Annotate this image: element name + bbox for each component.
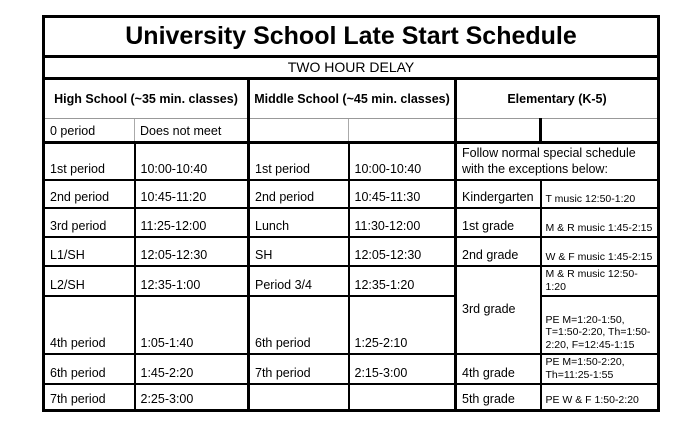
elem-grade-cell: 4th grade: [456, 354, 541, 384]
elem-empty-cell: [541, 119, 659, 143]
middle-school-header: Middle School (~45 min. classes): [249, 79, 456, 119]
hs-time-cell: 1:45-2:20: [135, 354, 249, 384]
late-start-schedule-table: [42, 15, 660, 412]
ms-period-cell: 2nd period: [249, 180, 349, 208]
elem-detail-cell: M & R music 1:45-2:15: [541, 208, 659, 237]
hs-period-cell: 4th period: [44, 296, 135, 354]
elem-detail-cell: W & F music 1:45-2:15: [541, 237, 659, 266]
hs-time-cell: 10:45-11:20: [135, 180, 249, 208]
schedule-row-l2-sh: [44, 266, 659, 296]
elem-grade-cell: 3rd grade: [456, 266, 541, 354]
title-row: [44, 17, 659, 57]
ms-period-cell: [249, 119, 349, 143]
hs-period-cell: 7th period: [44, 384, 135, 410]
schedule-row-l1-sh: [44, 237, 659, 266]
elementary-header: Elementary (K-5): [456, 79, 659, 119]
hs-time-cell: 12:35-1:00: [135, 266, 249, 296]
ms-time-cell: [349, 119, 456, 143]
elem-detail-cell: PE M=1:20-1:50, T=1:50-2:20, Th=1:50-2:20, F=12:45-1:15: [541, 296, 659, 354]
ms-time-cell: 1:25-2:10: [349, 296, 456, 354]
schedule-row-7th-period: [44, 384, 659, 410]
hs-time-cell: 12:05-12:30: [135, 237, 249, 266]
hs-period-cell: 2nd period: [44, 180, 135, 208]
ms-period-cell: 6th period: [249, 296, 349, 354]
hs-period-cell: 6th period: [44, 354, 135, 384]
ms-period-cell: 7th period: [249, 354, 349, 384]
ms-period-cell: SH: [249, 237, 349, 266]
subtitle-row: [44, 57, 659, 79]
elem-grade-cell: 2nd grade: [456, 237, 541, 266]
hs-time-cell: 11:25-12:00: [135, 208, 249, 237]
hs-period-cell: L2/SH: [44, 266, 135, 296]
elem-detail-cell: T music 12:50-1:20: [541, 180, 659, 208]
hs-period-cell: L1/SH: [44, 237, 135, 266]
page-title: University School Late Start Schedule: [44, 17, 659, 57]
hs-period-cell: 0 period: [44, 119, 135, 143]
ms-time-cell: 11:30-12:00: [349, 208, 456, 237]
schedule-row-1st-period: [44, 143, 659, 181]
hs-time-cell: Does not meet: [135, 119, 249, 143]
elem-detail-cell: M & R music 12:50-1:20: [541, 266, 659, 296]
schedule-row-2nd-period: [44, 180, 659, 208]
elem-detail-cell: PE M=1:50-2:20, Th=11:25-1:55: [541, 354, 659, 384]
section-header-row: [44, 79, 659, 119]
ms-period-cell: [249, 384, 349, 410]
hs-time-cell: 10:00-10:40: [135, 143, 249, 181]
ms-time-cell: 10:45-11:30: [349, 180, 456, 208]
delay-subtitle: TWO HOUR DELAY: [44, 57, 659, 79]
ms-time-cell: 2:15-3:00: [349, 354, 456, 384]
high-school-header: High School (~35 min. classes): [44, 79, 249, 119]
schedule-row-6th-period: [44, 354, 659, 384]
ms-time-cell: [349, 384, 456, 410]
elementary-note: Follow normal special schedule with the exceptions below:: [456, 143, 659, 181]
elem-grade-cell: Kindergarten: [456, 180, 541, 208]
schedule-row-0-period: [44, 119, 659, 143]
ms-period-cell: 1st period: [249, 143, 349, 181]
ms-period-cell: Period 3/4: [249, 266, 349, 296]
elem-grade-cell: 5th grade: [456, 384, 541, 410]
hs-time-cell: 2:25-3:00: [135, 384, 249, 410]
ms-time-cell: 12:05-12:30: [349, 237, 456, 266]
ms-time-cell: 10:00-10:40: [349, 143, 456, 181]
schedule-row-4th-period: [44, 296, 659, 354]
elem-grade-cell: 1st grade: [456, 208, 541, 237]
ms-period-cell: Lunch: [249, 208, 349, 237]
schedule-row-3rd-period: [44, 208, 659, 237]
elem-empty-cell: [456, 119, 541, 143]
hs-period-cell: 1st period: [44, 143, 135, 181]
hs-time-cell: 1:05-1:40: [135, 296, 249, 354]
ms-time-cell: 12:35-1:20: [349, 266, 456, 296]
elem-detail-cell: PE W & F 1:50-2:20: [541, 384, 659, 410]
hs-period-cell: 3rd period: [44, 208, 135, 237]
